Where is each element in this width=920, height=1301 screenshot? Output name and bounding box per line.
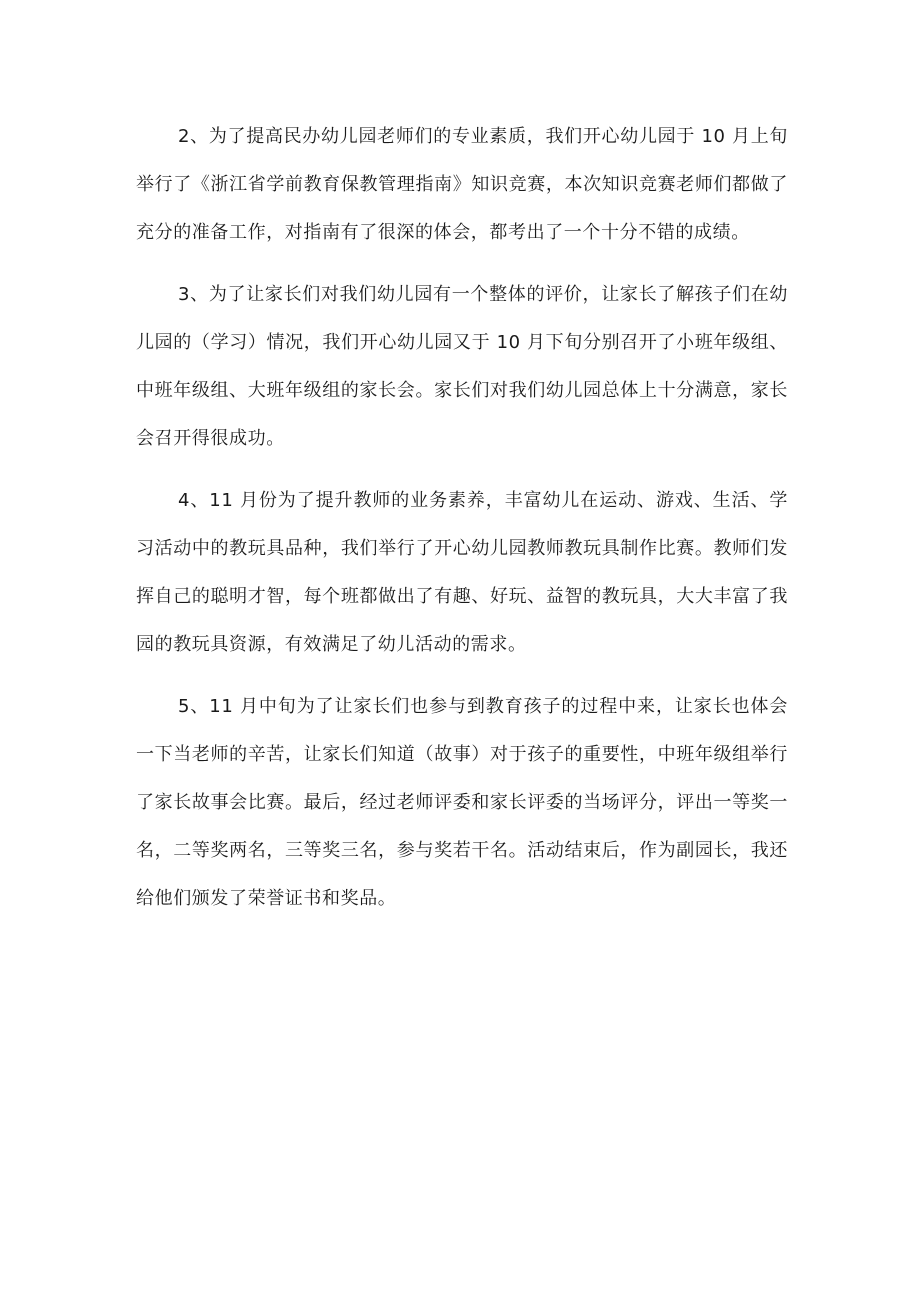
paragraph-item-5: 5、11 月中旬为了让家长们也参与到教育孩子的过程中来，让家长也体会一下当老师的辛苦，让家长们知道（故事）对于孩子的重要性，中班年级组举行了家长故事会比赛。最后，经过老师评委和家长评委的当场评分，评出一等奖一名，二等奖两名，三等奖三名，参与奖若干名。活动结束后，作为副园长，我还给他们颁发了荣誉证书和奖品。 (136, 696, 788, 909)
paragraph-item-3: 3、为了让家长们对我们幼儿园有一个整体的评价，让家长了解孩子们在幼儿园的（学习）情况，我们开心幼儿园又于 10 月下旬分别召开了小班年级组、中班年级组、大班年级组的家长会。家长们对我们幼儿园总体上十分满意，家长会召开得很成功。 (136, 284, 788, 449)
paragraph-item-4: 4、11 月份为了提升教师的业务素养，丰富幼儿在运动、游戏、生活、学习活动中的教玩具品种，我们举行了开心幼儿园教师教玩具制作比赛。教师们发挥自己的聪明才智，每个班都做出了有趣、好玩、益智的教玩具，大大丰富了我园的教玩具资源，有效满足了幼儿活动的需求。 (136, 490, 788, 655)
document-body (136, 113, 788, 937)
paragraph-item-2: 2、为了提高民办幼儿园老师们的专业素质，我们开心幼儿园于 10 月上旬举行了《浙江省学前教育保教管理指南》知识竞赛，本次知识竞赛老师们都做了充分的准备工作，对指南有了很深的体会，都考出了一个十分不错的成绩。 (136, 126, 788, 243)
